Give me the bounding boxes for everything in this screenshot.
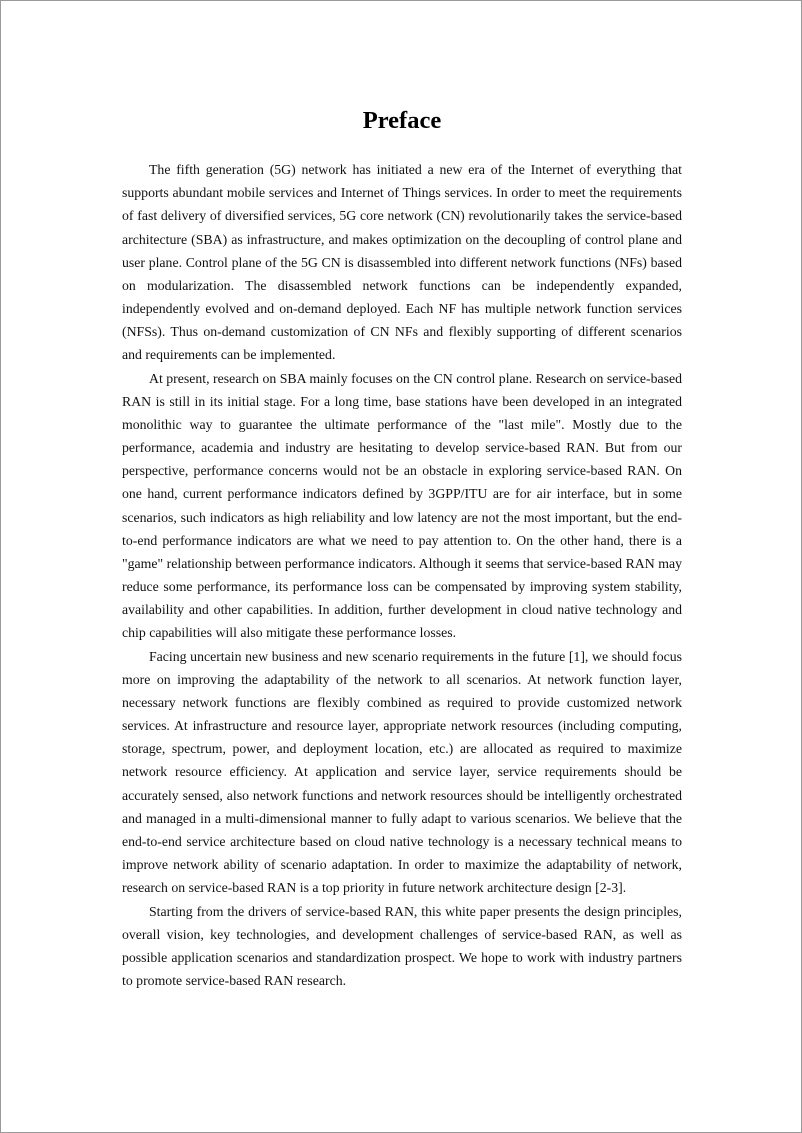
paragraph-1: The fifth generation (5G) network has initiated a new era of the Internet of everything that supports abundant mobile services and Internet of Things services. In order to meet the requirements of fast delivery of diversified services, 5G core network (CN) revolutionarily takes the service-based architecture (SBA) as infrastructure, and makes optimization on the decoupling of control plane and user plane. Control plane of the 5G CN is disassembled into different network functions (NFs) based on modularization. The disassembled network functions can be independently expanded, independently evolved and on-demand deployed. Each NF has multiple network function services (NFSs). Thus on-demand customization of CN NFs and flexibly supporting of different scenarios and requirements can be implemented. (122, 162, 682, 363)
preface-body (122, 158, 682, 992)
paragraph-2: At present, research on SBA mainly focuses on the CN control plane. Research on service-based RAN is still in its initial stage. For a long time, base stations have been developed in an integrated monolithic way to guarantee the ultimate performance of the "last mile". Mostly due to the performance, academia and industry are hesitating to develop service-based RAN. But from our perspective, performance concerns would not be an obstacle in exploring service-based RAN. On one hand, current performance indicators defined by 3GPP/ITU are for air interface, but in some scenarios, such indicators as high reliability and low latency are not the most important, but the end-to-end performance indicators are what we need to pay attention to. On the other hand, there is a "game" relationship between performance indicators. Although it seems that service-based RAN may reduce some performance, its performance loss can be compensated by improving system stability, availability and other capabilities. In addition, further development in cloud native technology and chip capabilities will also mitigate these performance losses. (122, 370, 682, 641)
paragraph-3: Facing uncertain new business and new scenario requirements in the future [1], we should focus more on improving the adaptability of the network to all scenarios. At network function layer, necessary network functions are flexibly combined as required to provide customized network services. At infrastructure and resource layer, appropriate network resources (including computing, storage, spectrum, power, and deployment location, etc.) are allocated as required to maximize network resource efficiency. At application and service layer, service requirements should be accurately sensed, also network functions and network resources should be intelligently orchestrated and managed in a multi-dimensional manner to fully adapt to various scenarios. We believe that the end-to-end service architecture based on cloud native technology is a necessary technical means to improve network ability of scenario adaptation. In order to maximize the adaptability of network, research on service-based RAN is a top priority in future network architecture design [2-3]. (122, 648, 682, 896)
paragraph-4: Starting from the drivers of service-based RAN, this white paper presents the design principles, overall vision, key technologies, and development challenges of service-based RAN, as well as possible application scenarios and standardization prospect. We hope to work with industry partners to promote service-based RAN research. (122, 903, 682, 989)
page-content (122, 101, 682, 992)
page-title: Preface (362, 107, 442, 134)
